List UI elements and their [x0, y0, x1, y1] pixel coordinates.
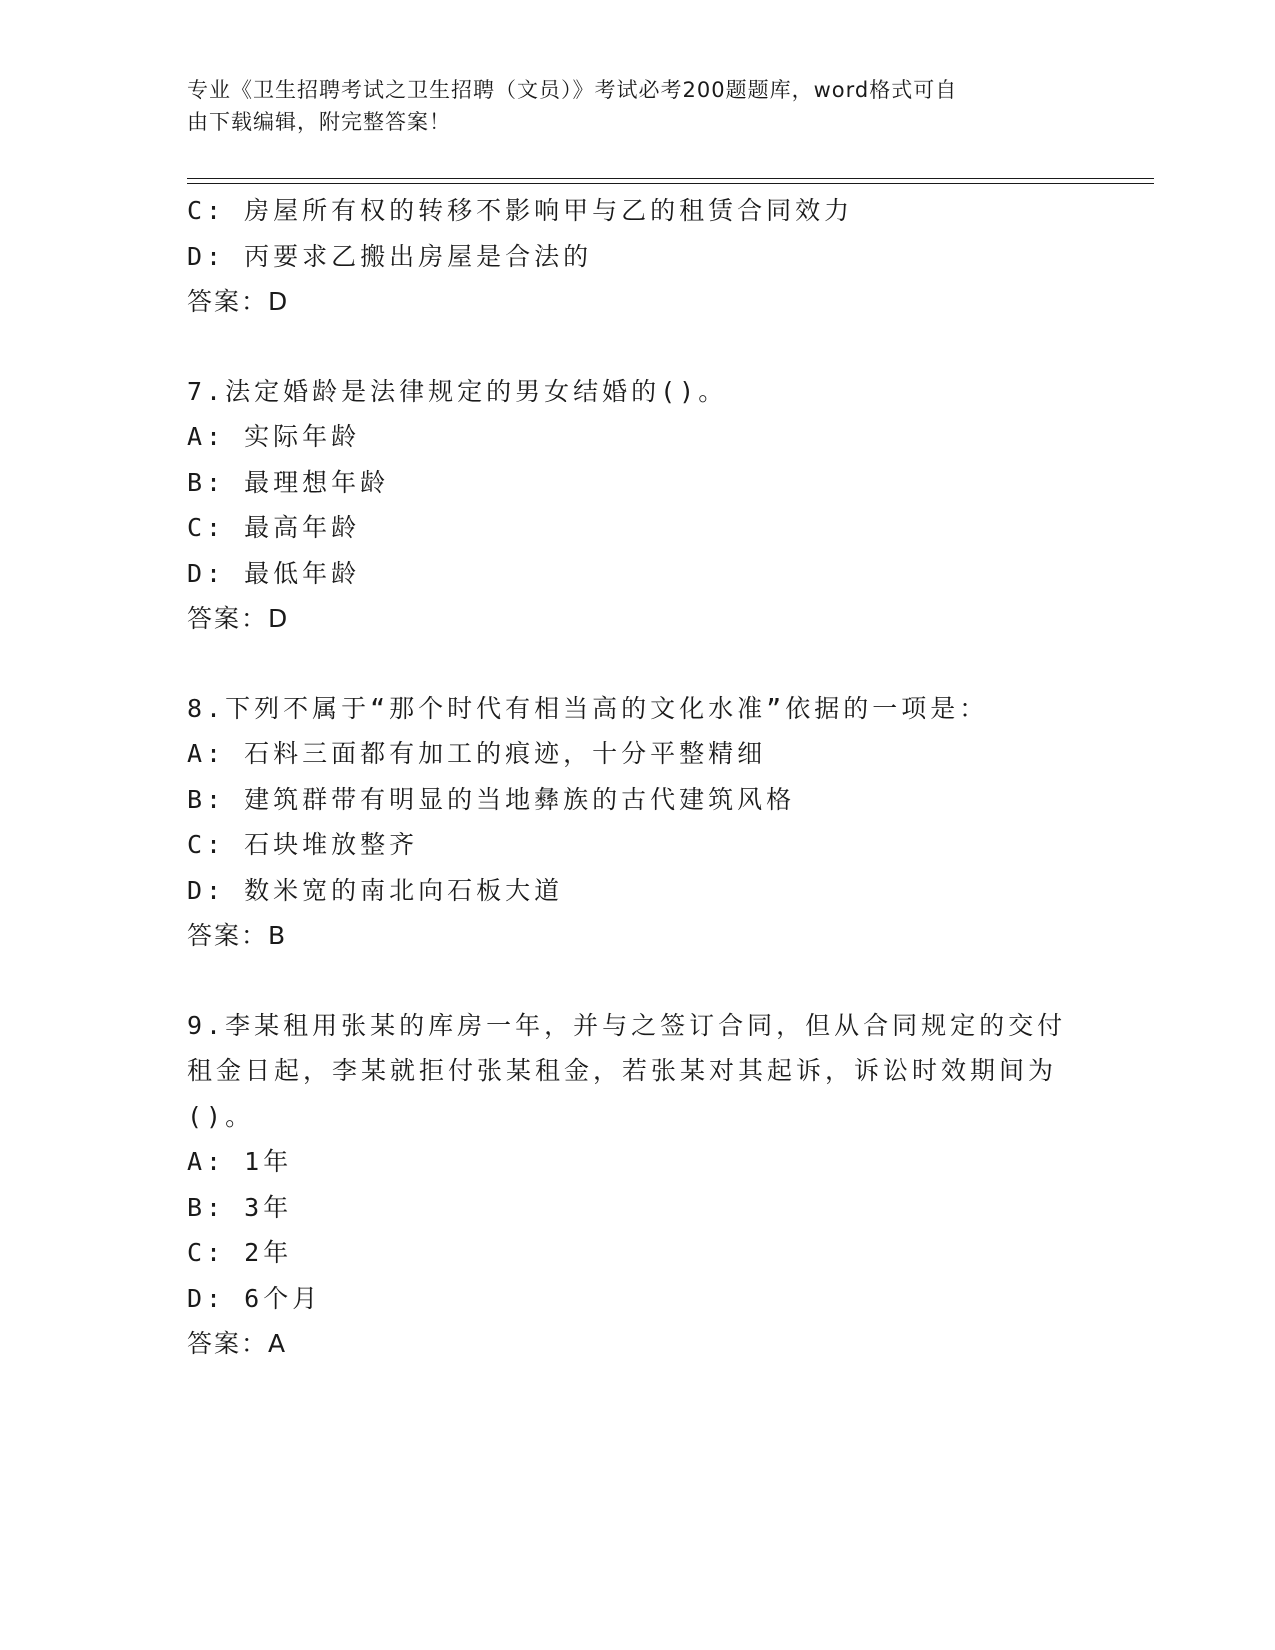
question-7 [187, 369, 1087, 642]
option-c: C: 石块堆放整齐 [187, 830, 419, 859]
answer: 答案：B [187, 921, 288, 950]
option-d: D: 最低年龄 [187, 558, 361, 588]
header-line-2: 由下载编辑，附完整答案！ [187, 110, 451, 134]
header-divider-top [187, 178, 1154, 179]
option-d: D: 丙要求乙搬出房屋是合法的 [187, 241, 593, 271]
answer: 答案：D [187, 287, 290, 316]
question-stem-line-3: ()。 [187, 1101, 255, 1131]
header-line-1: 专业《卫生招聘考试之卫生招聘（文员）》考试必考200题题库，word格式可自 [187, 78, 958, 102]
document-header [187, 74, 1067, 138]
option-a: A: 实际年龄 [187, 422, 361, 451]
option-b: B: 最理想年龄 [187, 467, 390, 497]
option-d: D: 数米宽的南北向石板大道 [187, 875, 564, 905]
option-c: C: 房屋所有权的转移不影响甲与乙的租赁合同效力 [187, 196, 854, 225]
option-c: C: 2年 [187, 1238, 293, 1267]
answer: 答案：A [187, 1329, 288, 1358]
option-a: A: 石料三面都有加工的痕迹，十分平整精细 [187, 739, 767, 768]
question-8 [187, 686, 1087, 959]
question-9 [187, 1003, 1087, 1367]
answer: 答案：D [187, 604, 290, 633]
option-b: B: 3年 [187, 1192, 293, 1222]
question-stem: 7.法定婚龄是法律规定的男女结婚的()。 [187, 376, 728, 406]
question-stem-line-2: 租金日起，李某就拒付张某租金，若张某对其起诉，诉讼时效期间为 [187, 1056, 1058, 1085]
previous-question-tail [187, 188, 1087, 325]
option-a: A: 1年 [187, 1147, 293, 1176]
document-body [187, 188, 1087, 1367]
header-divider-bottom [187, 183, 1154, 184]
option-d: D: 6个月 [187, 1283, 322, 1313]
question-stem: 8.下列不属于“那个时代有相当高的文化水准”依据的一项是： [187, 693, 989, 723]
option-b: B: 建筑群带有明显的当地彝族的古代建筑风格 [187, 784, 796, 814]
option-c: C: 最高年龄 [187, 513, 361, 542]
question-stem-line-1: 9.李某租用张某的库房一年，并与之签订合同，但从合同规定的交付 [187, 1010, 1067, 1040]
